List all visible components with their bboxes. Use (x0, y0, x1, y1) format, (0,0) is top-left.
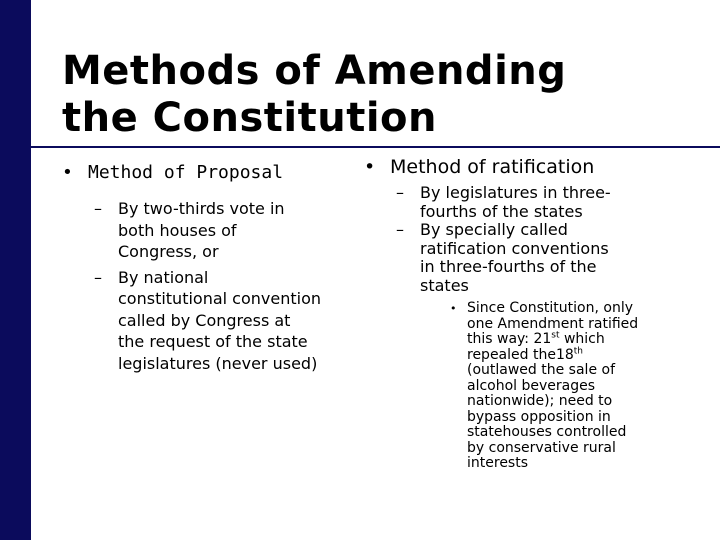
text-line: one Amendment ratified (467, 315, 639, 332)
text-line: By specially called (420, 220, 568, 239)
text-line: bypass opposition in (467, 408, 611, 425)
title-divider (31, 146, 720, 148)
title-line-1: Methods of Amending (62, 48, 567, 94)
text-line: the request of the state (118, 332, 308, 351)
text-line: in three-fourths of the (420, 257, 597, 276)
title-line-2: the Constitution (62, 95, 437, 141)
text-line: fourths of the states (420, 201, 583, 221)
bullet-icon: • (62, 162, 73, 183)
text-line: By national (118, 267, 209, 287)
text-line: By legislatures in three- (420, 183, 611, 202)
ratification-note (450, 301, 704, 472)
proposal-heading-text: Method of Proposal (88, 162, 284, 183)
text-fragment: this way: 21 (467, 331, 552, 347)
text-line: Since Constitution, only (467, 300, 633, 316)
text-line: statehouses controlled (467, 424, 627, 440)
proposal-heading (62, 160, 362, 186)
text-line: states (420, 275, 469, 295)
text-line (467, 345, 704, 364)
text-line: by conservative rural (467, 439, 616, 456)
ratification-heading-text: Method of ratification (390, 156, 595, 178)
text-line: By two-thirds vote in (118, 199, 285, 218)
slide-side-bar (0, 0, 31, 540)
text-line: Congress, or (118, 242, 219, 261)
text-line: alcohol beverages (467, 377, 596, 394)
right-column (364, 155, 704, 472)
superscript: th (573, 345, 584, 356)
text-line: ratification conventions (420, 238, 609, 258)
ratification-item-2 (396, 221, 704, 295)
proposal-item-1 (94, 198, 362, 263)
text-line: nationwide); need to (467, 393, 613, 409)
text-line: legislatures (never used) (118, 353, 318, 373)
text-line (467, 332, 704, 348)
left-column (62, 160, 362, 374)
dash-icon: – (396, 183, 404, 202)
ratification-heading (364, 155, 704, 180)
text-fragment: which (559, 331, 605, 347)
dash-icon: – (396, 220, 404, 239)
text-line: both houses of (118, 220, 237, 240)
text-line: (outlawed the sale of (467, 362, 616, 378)
bullet-icon: • (450, 302, 457, 315)
text-fragment: repealed the18 (467, 346, 574, 363)
slide-title (62, 48, 682, 142)
superscript: st (551, 330, 560, 341)
bullet-icon: • (364, 156, 376, 178)
dash-icon: – (94, 199, 102, 218)
dash-icon: – (94, 267, 102, 287)
proposal-item-2 (94, 267, 362, 375)
text-line: constitutional convention (118, 289, 322, 308)
text-line: interests (467, 455, 529, 471)
ratification-item-1 (396, 184, 704, 221)
text-line: called by Congress at (118, 310, 291, 330)
